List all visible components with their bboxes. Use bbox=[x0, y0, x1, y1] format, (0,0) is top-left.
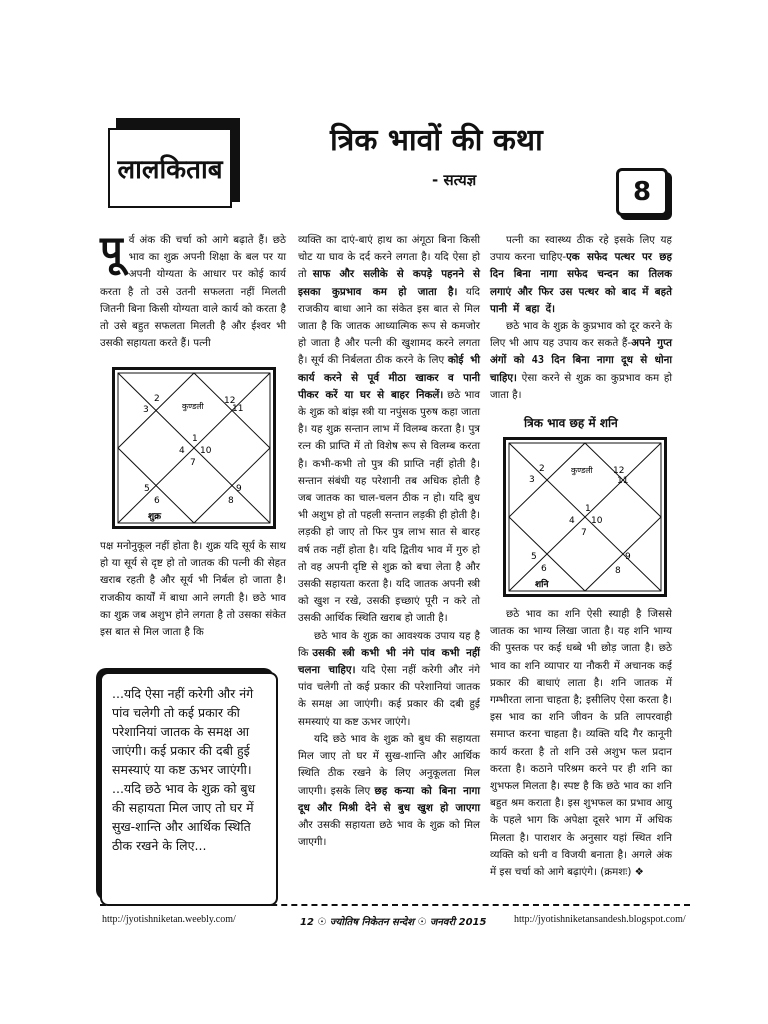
pull-quote-text-2: ...यदि छठे भाव के शुक्र को बुध की सहायता मिल जाए तो घर में सुख-शान्ति और आर्थिक स्थिति ठीक रखने के लिए... bbox=[112, 781, 256, 853]
paragraph: छठे भाव का शनि ऐसी स्याही है जिससे जातक का भाग्य लिखा जाता है। यह शनि भाग्य की पुस्तक पर कई धब्बे भी छोड़ जाता है। छठे भाव का शनि व्यापार या नौकरी में अचानक कई प्रकार की बाधाएं लाता है। शनि जातक में गम्भीरता लाना चाहता है; इसीलिए ऐसा करता है। इस भाव का शनि जीवन के प्रति लापरवाही समाप्त करना चाहता है। व्यक्ति यदि गैर कानूनी कार्य करता है तो शनि उसे अशुभ फल प्रदान करता है। कठाने परिश्रम करने पर ही शनि का शुभफल मिलता है। स्पष्ट है कि छठे भाव का शनि बहुत श्रम कराता है। इस शुभफल का प्रभाव आयु के पहले भाग कि अपेक्षा दूसरे भाग में अधिक मिलता है। पाराशर के अनुसार यहां स्थित शनि व्यक्ति को धनी व विजयी बनाता है। अगले अंक में इस चर्चा को आगे बढ़ाएंगे। (क्रमशः) ❖ bbox=[490, 608, 672, 879]
house-number: 11 bbox=[617, 476, 629, 486]
house-number: 3 bbox=[529, 475, 535, 485]
house-number: 10 bbox=[591, 516, 603, 526]
planet-label: शुक्र bbox=[148, 512, 162, 522]
house-number: 10 bbox=[200, 446, 212, 456]
house-number: 11 bbox=[232, 404, 244, 414]
house-number: 6 bbox=[154, 496, 160, 506]
house-number: 4 bbox=[179, 446, 185, 456]
drop-cap: पू bbox=[100, 228, 123, 274]
paragraph: पूर्व अंक की चर्चा को आगे बढ़ाते हैं। छठे भाव का शुक्र अपनी शिक्षा के बल पर या अपनी योग्यता के आधार पर कोई कार्य करता है तो उसे उतनी सफलता नहीं मिलती जितनी बिना किसी योग्यता वाले कार्य को करता है तो उसे बहुत सफलता मिलती है और ईश्वर भी उसकी सहायता करते हैं। पत्नी bbox=[100, 228, 286, 350]
house-number: 3 bbox=[143, 405, 149, 415]
paragraph: पक्ष मनोनुकूल नहीं होता है। शुक्र यदि सूर्य के साथ हो या सूर्य से दृष्ट हो तो जातक की पत्नी की सेहत खराब रहती है और सूर्य भी निर्बल हो जाता है। राजकीय कार्यों में बाधा आने लगती है। छठे भाव का शुक्र जब अशुभ होने लगता है तो उसका संकेत इस बात से मिल जाता है कि bbox=[100, 540, 286, 639]
house-number: 7 bbox=[190, 458, 196, 468]
brand-text: लालकिताब bbox=[108, 128, 232, 208]
page-badge-number: 8 bbox=[616, 168, 668, 216]
paragraph: छठे भाव के शुक्र के कुप्रभाव को दूर करने के लिए भी आप यह उपाय कर सकते हैं-अपने गुप्त अंगों को 43 दिन बिना नागा दूध से धोना चाहिए। ऐसा करने से शुक्र का कुप्रभाव कम हो जाता है। bbox=[490, 320, 672, 401]
footer-right-link[interactable]: http://jyotishniketansandesh.blogspot.com/ bbox=[514, 914, 686, 925]
paragraph: पत्नी का स्वास्थ्य ठीक रहे इसके लिए यह उपाय करना चाहिए-एक सफेद पत्थर पर छह दिन बिना नागा सफेद चन्दन का तिलक लगाएं और फिर उस पत्थर को बाद में बहते पानी में बहा दें। bbox=[490, 234, 672, 315]
house-number: 7 bbox=[581, 528, 587, 538]
house-number: 9 bbox=[236, 484, 242, 494]
house-number: 8 bbox=[228, 496, 234, 506]
paragraph: यदि छठे भाव के शुक्र को बुध की सहायता मिल जाए तो घर में सुख-शान्ति और आर्थिक स्थिति ठीक रखने के लिए अनुकूलता मिल जाएगी। इसके लिए छह कन्या को बिना नागा दूध और मिश्री देने से बुध खुश हो जाएगा और उसकी सहायता छठे भाव के शुक्र को मिल जाएगी। bbox=[298, 732, 480, 849]
house-number: 6 bbox=[541, 564, 547, 574]
house-number: 4 bbox=[569, 516, 575, 526]
page-badge bbox=[616, 168, 674, 220]
house-number: 5 bbox=[531, 552, 537, 562]
house-number: 2 bbox=[154, 394, 160, 404]
pull-quote-text-1: ...यदि ऐसा नहीं करेगी और नंगे पांव चलेगी तो कई प्रकार की परेशानियां जातक के समक्ष आ जाएंगी। कई प्रकार की दबी हुई समस्याएं या कष्ट ऊभर जाएंगी। bbox=[112, 686, 254, 777]
author-name: - सत्यज्ञ bbox=[432, 171, 477, 189]
column-1-top bbox=[100, 228, 286, 352]
column-3-top bbox=[490, 232, 672, 404]
house-number: 12 bbox=[224, 396, 236, 406]
column-2 bbox=[298, 232, 480, 851]
planet-label: शनि bbox=[535, 580, 549, 590]
footer-center-text: 12 ☉ ज्योतिष निकेतन सन्देश ☉ जनवरी 2015 bbox=[300, 917, 487, 928]
kundli-label: कुण्डली bbox=[571, 466, 593, 475]
column-1-bottom bbox=[100, 538, 286, 641]
kundli-label: कुण्डली bbox=[182, 402, 204, 411]
house-number: 5 bbox=[144, 484, 150, 494]
brand-logo bbox=[108, 118, 240, 210]
kundli-chart-1 bbox=[112, 367, 276, 529]
house-number: 1 bbox=[192, 434, 198, 444]
paragraph: व्यक्ति का दाएं-बाएं हाथ का अंगूठा बिना किसी चोट या घाव के दर्द करने लगता है। यदि ऐसा हो तो साफ और सलीके से कपड़े पहनने से इसका कुप्रभाव कम हो जाता है। यदि राजकीय बाधा आने का संकेत इस बात से मिल जाता है कि जातक आध्यात्मिक रूप से कमजोर हो जाता है और पत्नी की खुशामद करने लगता है। सूर्य की निर्बलता ठीक करने के लिए कोई भी कार्य करने से पूर्व मीठा खाकर व पानी पीकर करें या घर से बाहर निकलें। छठे भाव के शुक्र को बांझ स्त्री या नपुंसक पुरुष कहा जाता है। यह शुक्र सन्तान लाभ में विलम्ब करता है। पुत्र रत्न की प्राप्ति में तो विशेष रूप से विलम्ब करता है। कभी-कभी तो पुत्र की प्राप्ति नहीं होती है। सन्तान संबंधी यह परेशानी तब अधिक होती है जब जातक का चाल-चलन ठीक न हो। यदि बुध भी अशुभ हो तो पहली सन्तान लड़की ही होती है। लड़की हो जाए तो फिर पुत्र लाभ सात से बारह वर्ष तक नहीं होता है। यदि द्वितीय भाव में गुरु हो तो वह अपनी दृष्टि से शुक्र को बचा लेता है और उसकी सहायता करता है। यदि जातक अपनी स्त्री को खुश न रखे, उसकी इच्छाएं पूरी न करे तो उसकी आर्थिक स्थिति खराब हो जाती है। bbox=[298, 234, 480, 625]
paragraph: छठे भाव के शुक्र का आवश्यक उपाय यह है कि उसकी स्त्री कभी भी नंगे पांव कभी नहीं चलना चाहिए। यदि ऐसा नहीं करेगी और नंगे पांव चलेगी तो कई प्रकार की परेशानियां जातक के समक्ष आ जाएंगी। कई प्रकार की दबी हुई समस्याएं या कष्ट ऊभर जाएंगे। bbox=[298, 629, 480, 728]
house-number: 8 bbox=[615, 566, 621, 576]
section-subheading: त्रिक भाव छह में शनि bbox=[524, 416, 618, 430]
kundli-chart-2 bbox=[503, 437, 667, 597]
house-number: 1 bbox=[585, 504, 591, 514]
article-title: त्रिक भावों की कथा bbox=[330, 123, 543, 158]
house-number: 12 bbox=[613, 466, 625, 476]
column-3-bottom bbox=[490, 606, 672, 881]
house-number: 9 bbox=[625, 552, 631, 562]
pull-quote bbox=[100, 672, 278, 908]
footer-divider bbox=[100, 904, 690, 906]
house-number: 2 bbox=[539, 464, 545, 474]
footer-left-link[interactable]: http://jyotishniketan.weebly.com/ bbox=[102, 914, 236, 925]
